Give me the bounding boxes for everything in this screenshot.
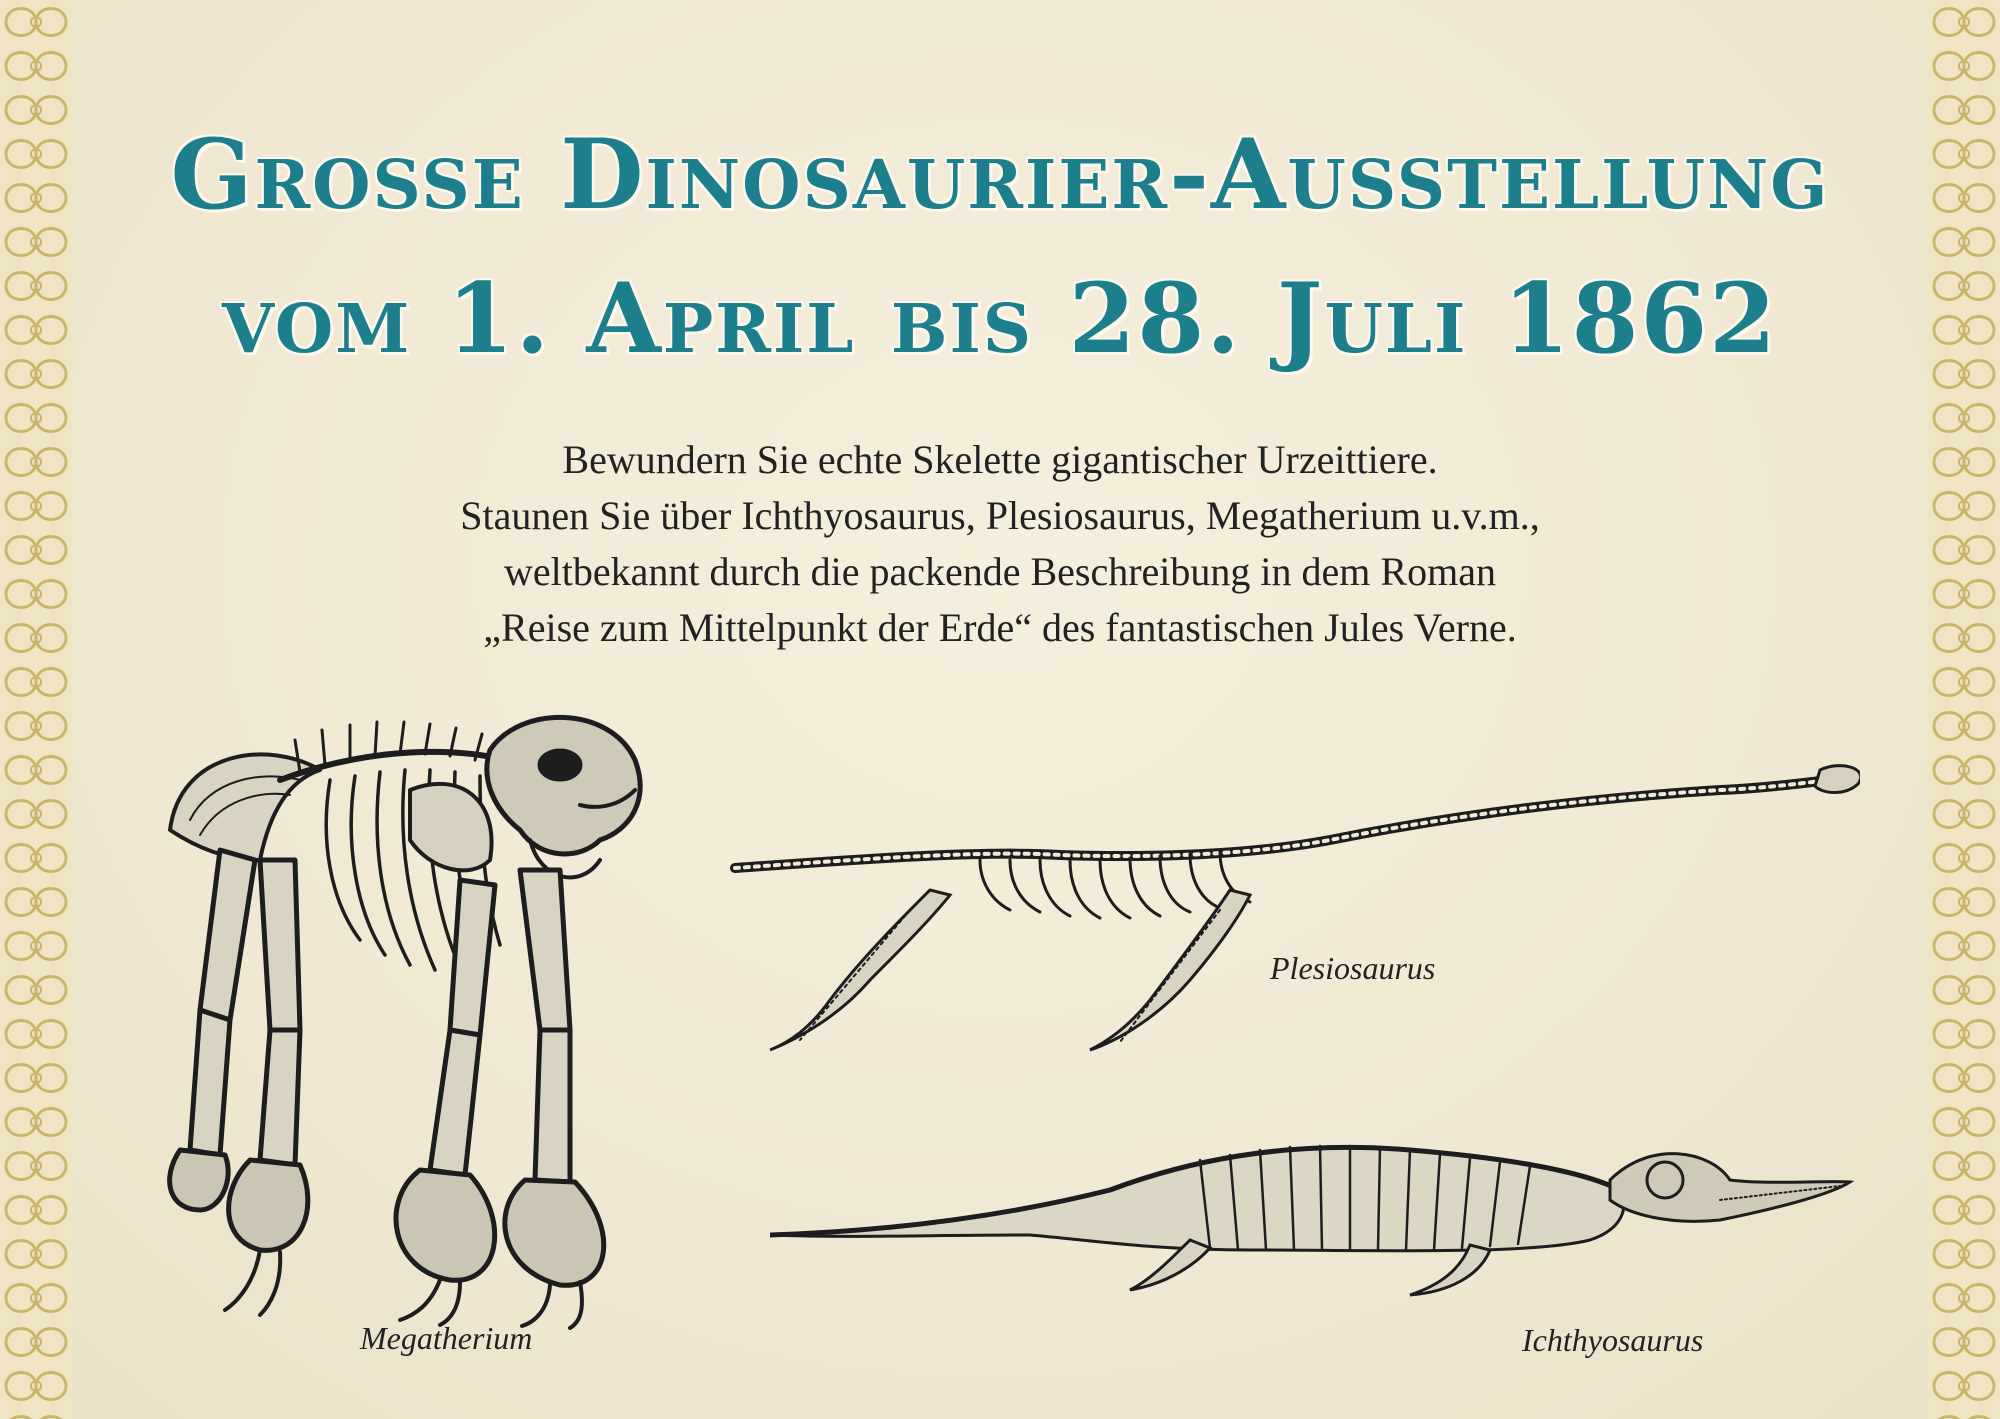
ichthyosaurus-skeleton-illustration bbox=[770, 1100, 1870, 1300]
megatherium-skeleton-illustration bbox=[160, 710, 740, 1330]
caption-megatherium: Megatherium bbox=[360, 1320, 533, 1356]
intro-line-3: weltbekannt durch die packende Beschreibung in dem Roman bbox=[504, 549, 1496, 594]
plesiosaurus-skeleton-illustration bbox=[730, 760, 1860, 1060]
title-line-1: Grosse Dinosaurier-Ausstellung bbox=[170, 118, 1830, 231]
intro-line-1: Bewundern Sie echte Skelette gigantischer Urzeittiere. bbox=[562, 437, 1438, 482]
title-line-2: vom 1. April bis 28. Juli 1862 bbox=[222, 262, 1778, 375]
intro-line-4: „Reise zum Mittelpunkt der Erde“ des fantastischen Jules Verne. bbox=[483, 605, 1517, 650]
caption-ichthyosaurus: Ichthyosaurus bbox=[1522, 1322, 1704, 1358]
intro-text bbox=[330, 432, 1670, 656]
caption-plesiosaurus: Plesiosaurus bbox=[1270, 950, 1436, 986]
intro-line-2: Staunen Sie über Ichthyosaurus, Plesiosaurus, Megatherium u.v.m., bbox=[460, 493, 1540, 538]
